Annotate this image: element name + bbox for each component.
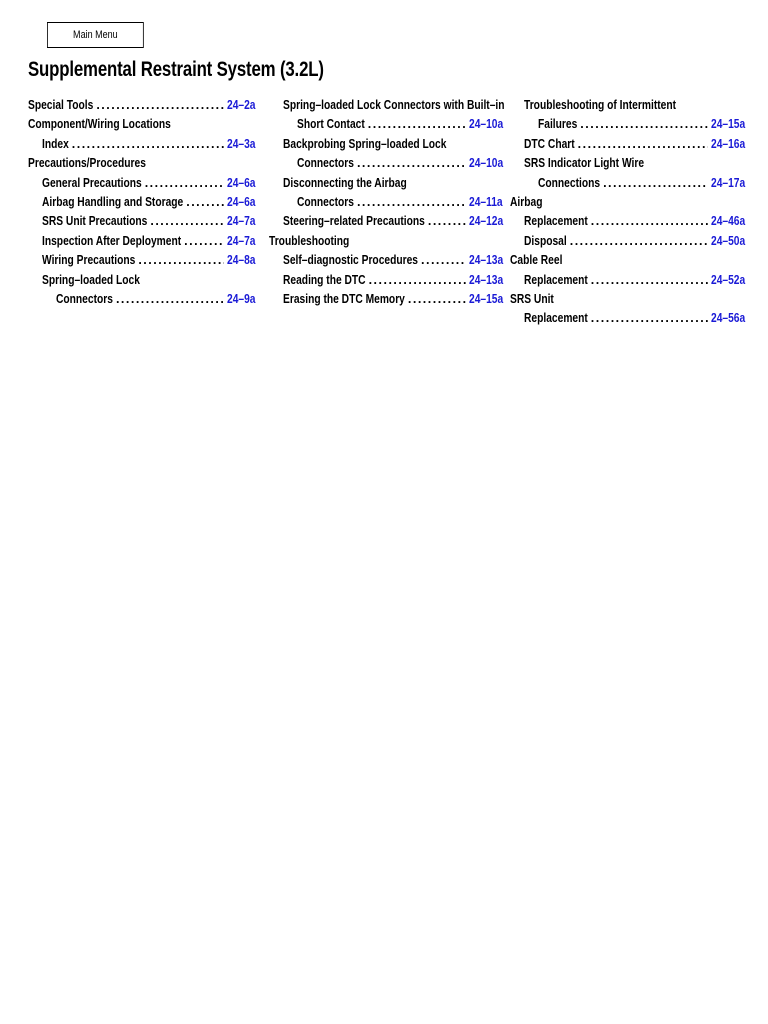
page-link-wiring-precautions[interactable]: 24–8a xyxy=(226,253,256,268)
page-link-airbag-disposal[interactable]: 24–50a xyxy=(710,233,746,248)
toc-entry-srs-unit-precautions: SRS Unit Precautions ..... 24–7a xyxy=(28,212,250,231)
page-link-cable-replacement[interactable]: 24–52a xyxy=(710,272,746,287)
page-link-erasing-dtc[interactable]: 24–15a xyxy=(468,291,504,306)
leader-dots xyxy=(421,251,466,270)
toc-heading-spring-lock: Spring–loaded Lock xyxy=(42,272,140,287)
toc-entry-airbag-disposal: Disposal ..... 24–50a xyxy=(510,232,739,251)
toc-column-3 xyxy=(510,96,746,329)
page-link-backprobing-connectors[interactable]: 24–10a xyxy=(468,156,504,171)
leader-dots xyxy=(408,290,466,309)
leader-dots xyxy=(184,232,223,251)
toc-entry-airbag-replacement: Replacement ..... 24–46a xyxy=(510,212,739,231)
toc-column-1 xyxy=(28,96,256,309)
leader-dots xyxy=(138,251,223,270)
page-link-short-contact[interactable]: 24–10a xyxy=(468,117,504,132)
page-link-special-tools[interactable]: 24–2a xyxy=(226,98,256,112)
leader-dots xyxy=(150,212,223,231)
page-link-self-diagnostic[interactable]: 24–13a xyxy=(468,253,504,268)
leader-dots xyxy=(357,154,466,173)
toc-entry-backprobing-connectors: Connectors ..... 24–10a xyxy=(269,154,497,173)
leader-dots xyxy=(591,212,708,231)
page-link-steering[interactable]: 24–12a xyxy=(468,214,504,229)
leader-dots xyxy=(591,271,708,290)
toc-entry-inspection: Inspection After Deployment ..... 24–7a xyxy=(28,232,250,251)
toc-heading-cable-reel: Cable Reel xyxy=(510,253,563,268)
toc-entry-self-diagnostic: Self–diagnostic Procedures ..... 24–13a xyxy=(269,251,497,270)
page-link-dtc-chart[interactable]: 24–16a xyxy=(710,136,746,151)
page-link-srs-unit-precautions[interactable]: 24–7a xyxy=(226,214,256,229)
page-link-light-connections[interactable]: 24–17a xyxy=(710,175,746,190)
toc-heading-spring-builtin: Spring–loaded Lock Connectors with Built–in xyxy=(283,98,505,112)
toc-entry-special-tools xyxy=(28,96,256,115)
toc-entry-failures: Failures ..... 24–15a xyxy=(510,115,739,134)
toc-entry-reading-dtc: Reading the DTC ..... 24–13a xyxy=(269,271,497,290)
toc-entry-light-connections: Connections ..... 24–17a xyxy=(510,174,739,193)
page-link-failures[interactable]: 24–15a xyxy=(710,117,746,132)
leader-dots xyxy=(368,115,466,134)
leader-dots xyxy=(369,271,466,290)
page-link-disconnecting-connectors[interactable]: 24–11a xyxy=(469,194,504,209)
toc-heading-backprobing: Backprobing Spring–loaded Lock xyxy=(283,136,447,151)
toc-heading-precautions: Precautions/Procedures xyxy=(28,156,146,171)
leader-dots xyxy=(186,193,223,212)
toc-entry-index: Index ..... 24–3a xyxy=(28,135,250,154)
toc-heading-airbag: Airbag xyxy=(510,194,543,209)
leader-dots xyxy=(96,96,223,115)
leader-dots xyxy=(72,135,224,154)
toc-entry-connectors: Connectors ..... 24–9a xyxy=(28,290,250,309)
leader-dots xyxy=(591,309,708,328)
page-link-index[interactable]: 24–3a xyxy=(226,136,256,151)
toc-heading-srs-unit: SRS Unit xyxy=(510,291,554,306)
leader-dots xyxy=(145,174,224,193)
toc-heading-disconnecting: Disconnecting the Airbag xyxy=(283,175,407,190)
main-menu-button[interactable]: Main Menu xyxy=(47,22,144,48)
toc-heading-ts-intermittent: Troubleshooting of Intermittent xyxy=(524,98,677,112)
leader-dots xyxy=(357,193,466,212)
toc-entry-disconnecting-connectors: Connectors ..... 24–11a xyxy=(269,193,497,212)
toc-heading-troubleshooting: Troubleshooting xyxy=(269,233,350,248)
toc-entry-airbag-handling: Airbag Handling and Storage ..... 24–6a xyxy=(28,193,250,212)
leader-dots xyxy=(578,135,708,154)
toc-heading-srs-light: SRS Indicator Light Wire xyxy=(524,156,645,171)
toc-column-2 xyxy=(269,96,505,309)
toc-entry-srs-replacement: Replacement ..... 24–56a xyxy=(510,309,739,328)
toc-entry-cable-replacement: Replacement ..... 24–52a xyxy=(510,271,739,290)
toc-entry-label: Special Tools xyxy=(28,98,94,112)
leader-dots xyxy=(116,290,224,309)
leader-dots xyxy=(570,232,708,251)
toc-entry-short-contact: Short Contact ..... 24–10a xyxy=(269,115,497,134)
toc-entry-steering: Steering–related Precautions ..... 24–12a xyxy=(269,212,497,231)
toc-entry-dtc-chart: DTC Chart ..... 24–16a xyxy=(510,135,739,154)
leader-dots xyxy=(603,174,708,193)
page-link-airbag-replacement[interactable]: 24–46a xyxy=(710,214,746,229)
toc-entry-erasing-dtc: Erasing the DTC Memory ..... 24–15a xyxy=(269,290,497,309)
page-link-srs-replacement[interactable]: 24–56a xyxy=(710,311,746,326)
toc-entry-general-precautions: General Precautions ..... 24–6a xyxy=(28,174,250,193)
toc-entry-wiring-precautions: Wiring Precautions ..... 24–8a xyxy=(28,251,250,270)
toc-heading-component-wiring: Component/Wiring Locations xyxy=(28,117,171,132)
page-link-reading-dtc[interactable]: 24–13a xyxy=(468,272,504,287)
page-link-connectors[interactable]: 24–9a xyxy=(226,291,256,306)
page-link-airbag-handling[interactable]: 24–6a xyxy=(226,194,256,209)
leader-dots xyxy=(580,115,708,134)
leader-dots xyxy=(428,212,466,231)
page-title: Supplemental Restraint System (3.2L) xyxy=(28,58,324,81)
page-link-general-precautions[interactable]: 24–6a xyxy=(226,175,256,190)
page-link-inspection[interactable]: 24–7a xyxy=(226,233,256,248)
